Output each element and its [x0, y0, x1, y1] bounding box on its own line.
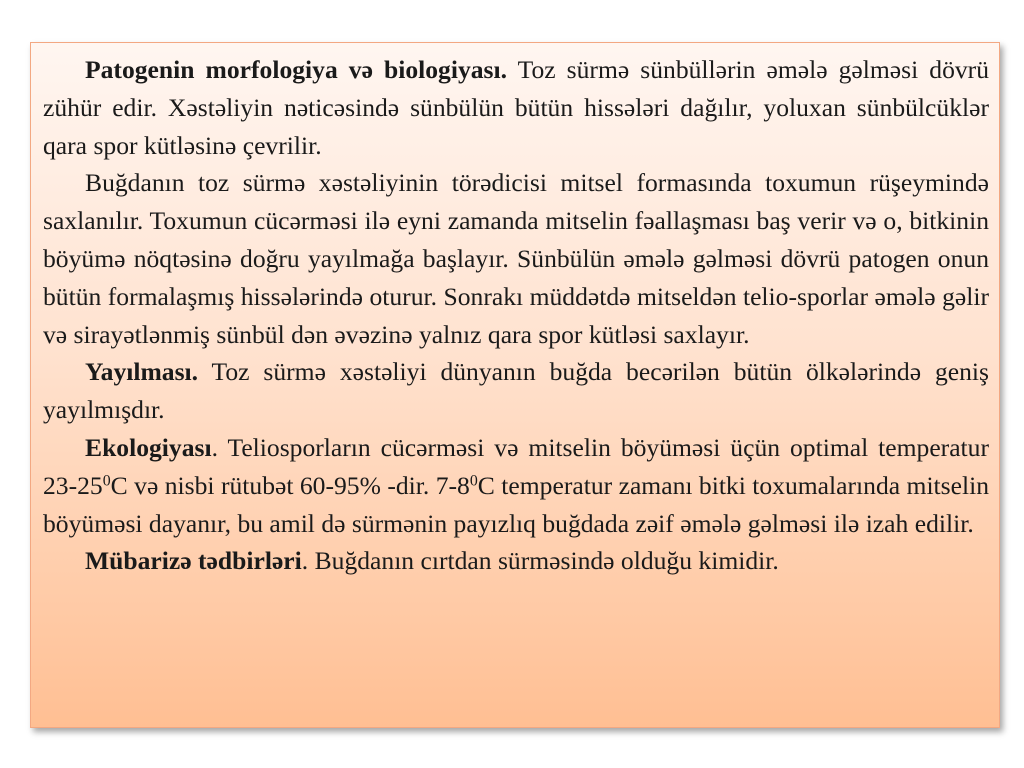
paragraph-pathogen-cycle [43, 164, 989, 353]
paragraph-control-measures-text: . Buğdanın cırtdan sürməsində olduğu kimidir. [301, 546, 779, 576]
paragraph-control-measures [43, 542, 989, 580]
heading-ecology: Ekologiyası [85, 432, 212, 462]
paragraph-ecology-text-1: . Teliosporların cücərməsi və mitselin böyüməsi üçün optimal temperatur 23-25 [43, 432, 989, 500]
slide-panel [30, 42, 1000, 728]
degree-superscript-1: 0 [102, 472, 111, 490]
degree-superscript-2: 0 [469, 472, 478, 490]
heading-morphology: Patogenin morfologiya və biologiyası. [85, 55, 508, 84]
paragraph-ecology-text-2: C və nisbi rütubət 60-95% -dir. 7-8 [110, 470, 470, 500]
paragraph-pathogen-cycle-text: Buğdanın toz sürmə xəstəliyinin törədicisi mitsel formasında toxumun rüşeymində saxlanılır. Toxumun cücərməsi ilə eyni zamanda mitselin fəallaşması baş verir və o, bitkinin böyümə nöqtəsinə doğru yayılmağa başlayır. Sünbülün əmələ gəlməsi dövrü patogen onun bütün formalaşmış hissələrində oturur. Sonrakı müddətdə mitseldən telio-sporlar əmələ gəlir və sirayətlənmiş sünbül dən əvəzinə yalnız qara spor kütləsi saxlayır. [43, 168, 989, 349]
paragraph-morphology-text: Toz sürmə sünbüllərin əmələ gəlməsi dövrü zühür edir. Xəstəliyin nəticəsində sünbülün bütün hissələri dağılır, yoluxan sünbülcüklər qara spor kütləsinə çevrilir. [43, 55, 989, 160]
paragraph-ecology [43, 429, 989, 542]
heading-distribution: Yayılması. [85, 357, 199, 387]
paragraph-distribution-text: Toz sürmə xəstəliyi dünyanın buğda becərilən bütün ölkələrində geniş yayılmışdır. [43, 357, 989, 425]
heading-control-measures: Mübarizə tədbirləri [85, 546, 302, 576]
paragraph-distribution [43, 353, 989, 429]
paragraph-morphology [43, 51, 989, 164]
text-body [43, 51, 989, 580]
paragraph-ecology-text-3: C temperatur zamanı bitki toxumalarında mitselin böyüməsi dayanır, bu amil də sürmənin payızlıq buğdada zəif əmələ gəlməsi ilə izah edilir. [43, 470, 989, 538]
